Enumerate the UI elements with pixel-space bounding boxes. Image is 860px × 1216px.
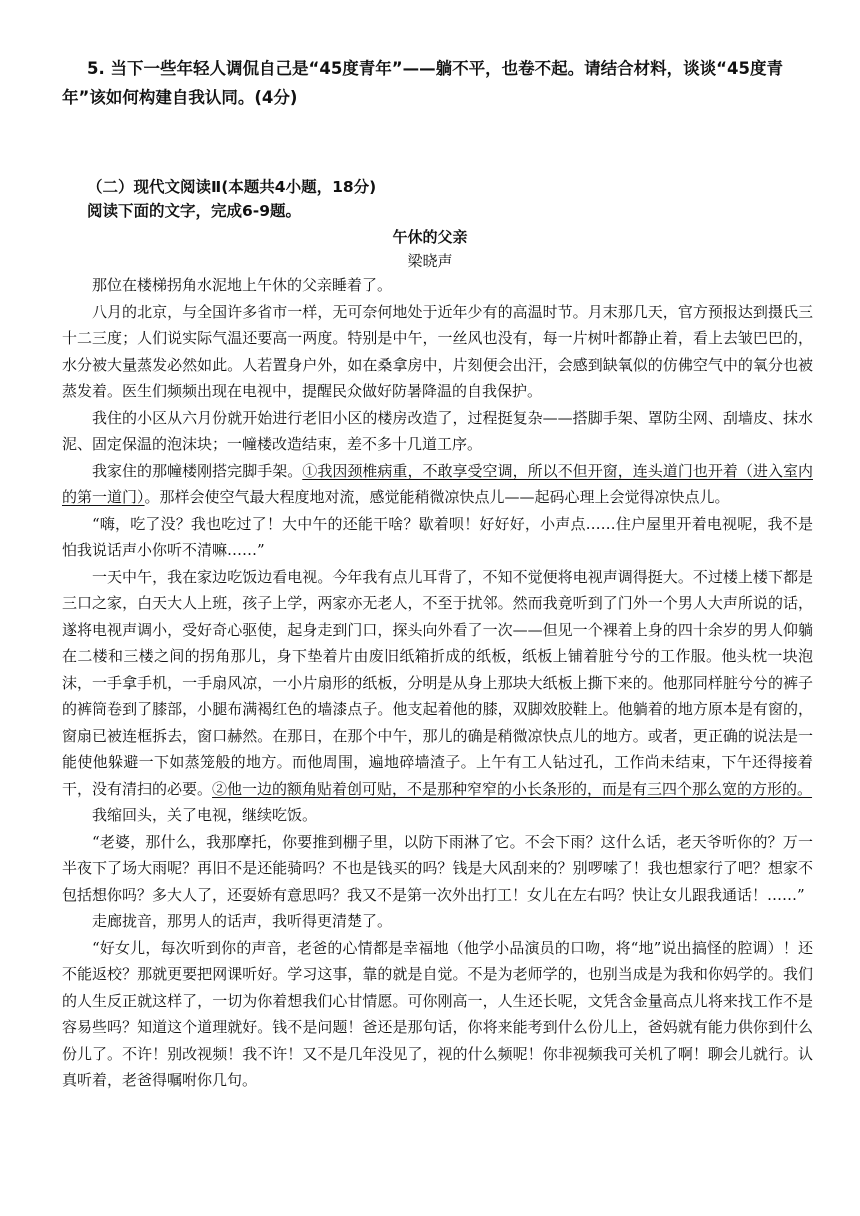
paragraph-2: 八月的北京，与全国许多省市一样，无可奈何地处于近年少有的高温时节。月末那几天，官方预报达到摄氏三十二三度；人们说实际气温还要高一两度。特别是中午，一丝风也没有，每一片树叶都静止着，看上去皱巴巴的，水分被大量蒸发必然如此。人若置身户外，如在桑拿房中，片刻便会出汗，会感到缺氧似的仿佛空气中的氧分也被蒸发着。医生们频频出现在电视中，提醒民众做好防暑降温的自我保护。 [62, 302, 813, 400]
paragraph-6-text: 一天中午，我在家边吃饭边看电视。今年我有点儿耳背了，不知不觉便将电视声调得挺大。不过楼上楼下都是三口之家，白天大人上班，孩子上学，两家亦无老人，不至于扰邻。然而我竟听到了门外一个男人大声所说的话，遂将电视声调小，受好奇心驱使，起身走到门口，探头向外看了一次——但见一个裸着上身的四十余岁的男人仰躺在二楼和三楼之间的拐角那儿，身下垫着片由废旧纸箱折成的纸板，纸板上铺着脏兮兮的工作服。他头枕一块泡沫，一手拿手机，一手扇风凉，一小片扇形的纸板，分明是从身上那块大纸板上撕下来的。他那同样脏兮兮的裤子的裤筒卷到了膝部，小腿布满褐红色的墙漆点子。他支起着他的膝，双脚效胶鞋上。他躺着的地方原本是有窗的，窗扇已被连框拆去，窗口赫然。在那日，在那个中午，那儿的确是稍微凉快点儿的地方。或者，更正确的说法是一能使他躲避一下如蒸笼般的地方。而他周围，遍地碎墙渣子。上午有工人钻过孔，工作尚未结束，下午还得接着干，没有清扫的必要。 [62, 567, 813, 798]
underlined-sentence-2: ②他一边的额角贴着创可贴，不是那种窄窄的小长条形的，而是有三四个那么宽的方形的。 [212, 779, 813, 798]
paragraph-3: 我住的小区从六月份就开始进行老旧小区的楼房改造了，过程挺复杂——搭脚手架、罩防尘网、刮墙皮、抹水泥、固定保温的泡沫块；一幢楼改造结束，差不多十几道工序。 [62, 408, 813, 453]
paragraph-9: 走廊拢音，那男人的话声，我听得更清楚了。 [92, 912, 393, 930]
paragraph-4 [62, 458, 813, 511]
paragraph-1: 那位在楼梯拐角水泥地上午休的父亲睡着了。 [92, 276, 393, 294]
essay-author: 梁晓声 [407, 252, 453, 270]
question-5: 5. 当下一些年轻人调侃自己是“45度青年”——躺不平，也卷不起。请结合材料，谈谈“45度青年”该如何构建自我认同。(4分) [62, 59, 783, 107]
paragraph-6 [62, 564, 813, 803]
essay-title: 午休的父亲 [392, 228, 468, 246]
paragraph-4-lead: 我家住的那幢楼刚搭完脚手架。 [92, 461, 303, 480]
paragraph-10: “好女儿，每次听到你的声音，老爸的心情都是幸福地（他学小品演员的口吻，将“地”说出搞怪的腔调）！还不能返校？那就更要把网课听好。学习这事，靠的就是自觉。不是为老师学的，也别当成是为我和你妈学的。我们的人生反正就这样了，一切为你着想我们心甘情愿。可你刚高一，人生还长呢，文凭含金量高点儿将来找工作不是容易些吗？知道这个道理就好。钱不是问题！爸还是那句话，你将来能考到什么份儿上，爸妈就有能力供你到什么份儿了。不许！别改视频！我不许！又不是几年没见了，视的什么频呢！你非视频我可关机了啊！聊会儿就行。认真听着，老爸得嘱咐你几句。 [62, 938, 813, 1089]
reading-instruction: 阅读下面的文字，完成6-9题。 [87, 202, 302, 220]
paragraph-4-tail: 。那样会使空气最大程度地对流，感觉能稍微凉快点儿——起码心理上会觉得凉快点儿。 [144, 488, 730, 506]
underlined-sentence-1: ①我因颈椎病重，不敢享受空调，所以不但开窗，连头道门也开着（进入室内的第一道门） [62, 461, 813, 506]
section-title: （二）现代文阅读Ⅱ(本题共4小题，18分) [87, 178, 377, 196]
essay-body [62, 272, 813, 1094]
paragraph-8: “老婆，那什么，我那摩托，你要推到棚子里，以防下雨淋了它。不会下雨？这什么话，老天爷听你的？万一半夜下了场大雨呢？再旧不是还能骑吗？不也是钱买的吗？钱是大风刮来的？别啰嗦了！我也想家行了吧？想家不包括想你吗？多大人了，还耍娇有意思吗？我又不是第一次外出打工！女儿在左右吗？快让女儿跟我通话！……” [62, 832, 813, 904]
paragraph-5: “嗨，吃了没？我也吃过了！大中午的还能干啥？歇着呗！好好好，小声点……住户屋里开着电视呢，我不是怕我说话声小你听不清嘛……” [62, 514, 813, 559]
paragraph-7: 我缩回头，关了电视，继续吃饭。 [92, 806, 318, 824]
